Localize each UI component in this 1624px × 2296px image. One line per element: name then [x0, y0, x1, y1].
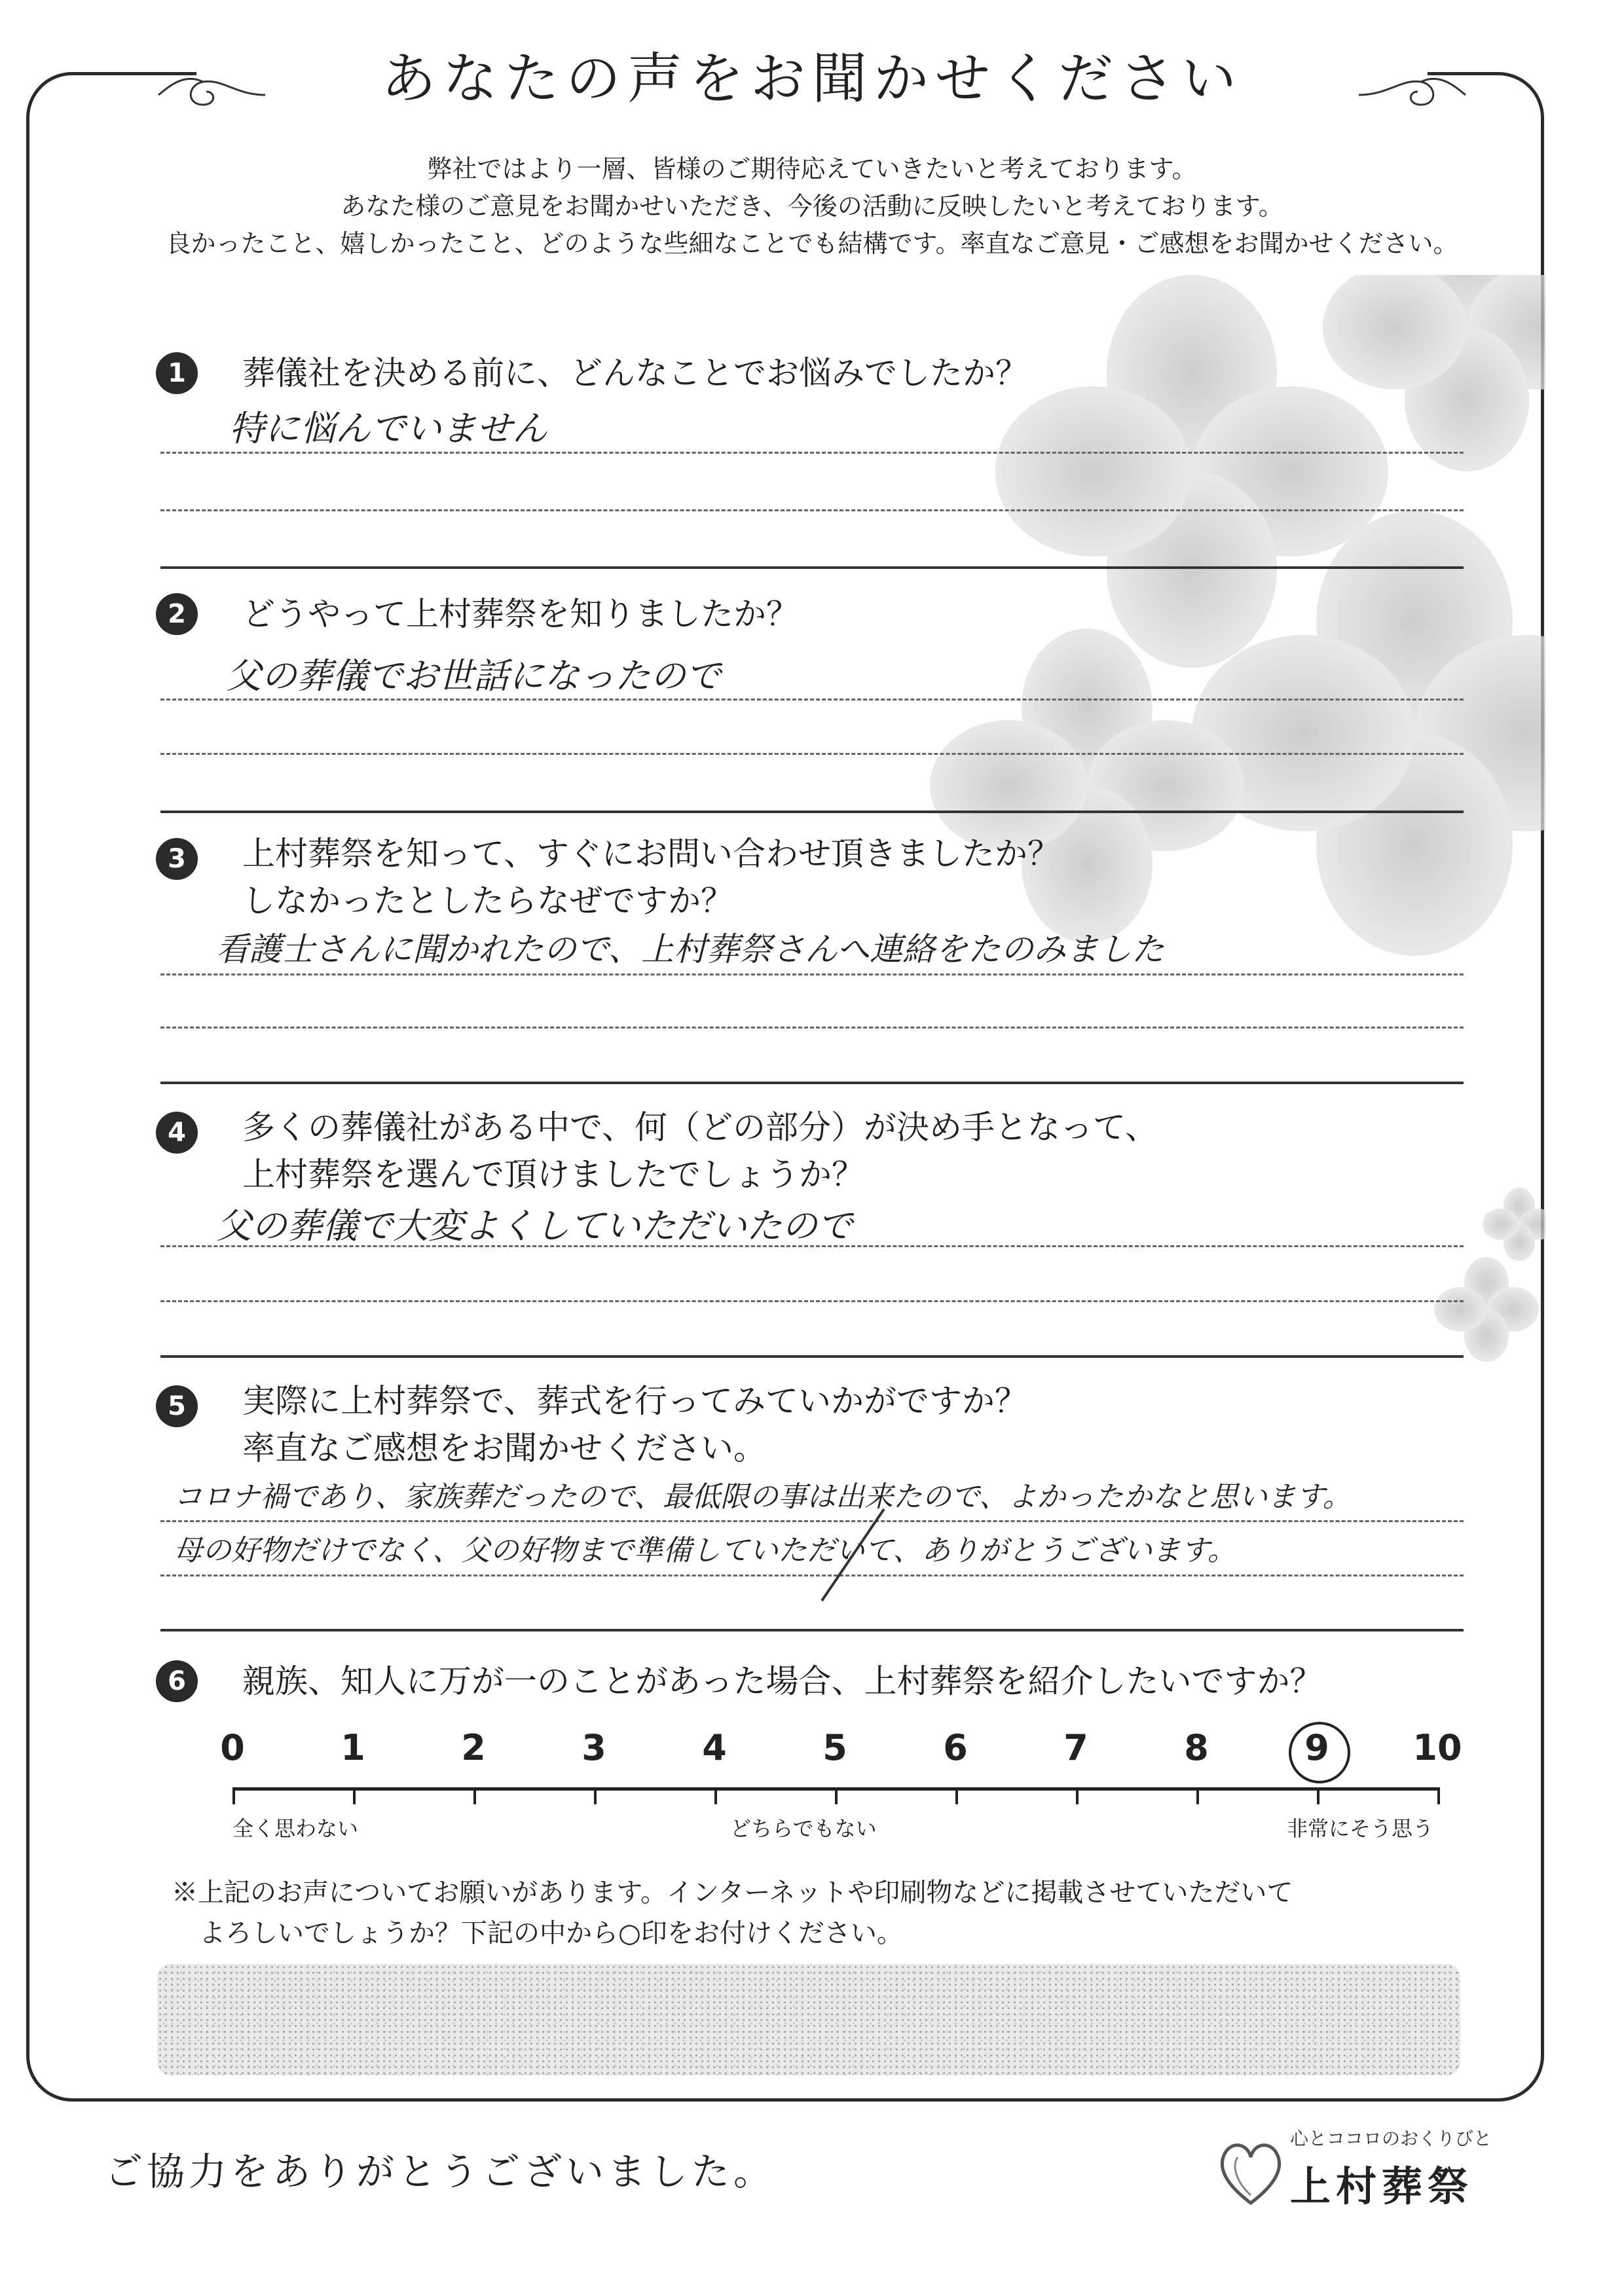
question-line: 多くの葬儀社がある中で、何（どの部分）が決め手となって、 — [242, 1108, 1158, 1146]
company-logo — [1218, 2124, 1519, 2223]
scale-option-1[interactable]: 1 — [341, 1727, 365, 1768]
thanks-text: ご協力をありがとうございました。 — [105, 2149, 776, 2194]
question-number: 2 — [156, 593, 198, 635]
scale-option-7[interactable]: 7 — [1063, 1727, 1088, 1768]
question-number: 3 — [156, 838, 198, 880]
scale-tick — [1196, 1787, 1199, 1804]
right-ornament-icon — [1356, 75, 1467, 115]
scale-label-mid: どちらでもない — [730, 1816, 877, 1841]
scale-label-low: 全く思わない — [232, 1816, 359, 1841]
question-number: 5 — [156, 1385, 198, 1427]
scale-option-6[interactable]: 6 — [943, 1727, 968, 1768]
scale-tick — [1076, 1787, 1079, 1804]
scale-option-5[interactable]: 5 — [822, 1727, 847, 1768]
left-ornament-icon — [157, 75, 268, 115]
intro-line: 良かったこと、嬉しかったこと、どのような些細なことでも結構です。率直なご意見・ご感想をお聞かせください。 — [166, 229, 1458, 258]
answer-line — [160, 699, 1464, 701]
answer-line — [160, 1300, 1464, 1302]
intro-text — [98, 151, 1526, 263]
section-divider — [160, 811, 1464, 813]
answer-line — [160, 452, 1464, 454]
answer-text[interactable]: 父の葬儀でお世話になったので — [226, 655, 721, 697]
question-text: どうやって上村葬祭を知りましたか？ — [242, 595, 799, 633]
question-text: 親族、知人に万が一のことがあった場合、上村葬祭を紹介したいですか？ — [242, 1662, 1323, 1700]
question-number: 4 — [156, 1112, 198, 1154]
scale-tick — [955, 1787, 958, 1804]
pen-stroke-icon — [812, 1506, 891, 1604]
section-divider — [160, 566, 1464, 569]
section-divider — [160, 1082, 1464, 1084]
intro-line: 弊社ではより一層、皆様のご期待応えていきたいと考えております。 — [427, 155, 1197, 183]
logo-name: 上村葬祭 — [1290, 2162, 1474, 2210]
scale-tick — [1437, 1787, 1440, 1804]
scale-option-8[interactable]: 8 — [1184, 1727, 1209, 1768]
scale-option-4[interactable]: 4 — [702, 1727, 727, 1768]
scale-option-10[interactable]: 10 — [1412, 1727, 1462, 1768]
consent-note — [172, 1872, 1468, 1954]
answer-line — [160, 509, 1464, 511]
question-line: 上村葬祭を選んで頂けましたでしょうか？ — [242, 1156, 864, 1194]
scale-tick — [1317, 1787, 1320, 1804]
scale-option-9[interactable]: 9 — [1304, 1727, 1329, 1768]
selected-circle — [1289, 1722, 1350, 1783]
answer-line — [160, 1027, 1464, 1029]
question-number: 6 — [156, 1660, 198, 1702]
answer-text[interactable]: 看護士さんに聞かれたので、上村葬祭さんへ連絡をたのみました — [216, 930, 1164, 968]
scale-tick — [232, 1787, 235, 1804]
answer-text[interactable]: 母の好物だけでなく、父の好物まで準備していただいて、ありがとうございます。 — [174, 1534, 1236, 1567]
answer-text[interactable]: 父の葬儀で大変よくしていただいたので — [216, 1205, 853, 1247]
note-line: ※上記のお声についてお願いがあります。インターネットや印刷物などに掲載させていただいて — [172, 1878, 1293, 1908]
question-line: 率直なご感想をお聞かせください。 — [242, 1429, 766, 1467]
answer-text[interactable]: コロナ禍であり、家族葬だったので、最低限の事は出来たので、よかったかなと思います。 — [174, 1480, 1352, 1514]
redacted-area — [157, 1964, 1460, 2075]
page-title: あなたの声をお聞かせください — [380, 46, 1243, 111]
scale-tick — [353, 1787, 356, 1804]
answer-text[interactable]: 特に悩んでいません — [229, 408, 547, 449]
scale-option-0[interactable]: 0 — [220, 1727, 245, 1768]
question-text — [242, 1377, 1486, 1472]
section-divider — [160, 1355, 1464, 1358]
scale-tick — [714, 1787, 717, 1804]
question-text: 葬儀社を決める前に、どんなことでお悩みでしたか？ — [242, 354, 1028, 392]
question-number: 1 — [156, 352, 198, 394]
answer-line — [160, 753, 1464, 755]
scale-option-3[interactable]: 3 — [581, 1727, 606, 1768]
intro-line: あなた様のご意見をお聞かせいただき、今後の活動に反映したいと考えております。 — [341, 192, 1283, 221]
question-text — [242, 830, 1486, 924]
section-divider — [160, 1629, 1464, 1631]
question-line: 実際に上村葬祭で、葬式を行ってみていかがですか？ — [242, 1382, 1027, 1420]
answer-line — [160, 974, 1464, 975]
question-line: しなかったとしたらなぜですか？ — [242, 882, 733, 920]
title-area — [196, 39, 1428, 118]
question-line: 上村葬祭を知って、すぐにお問い合わせ頂きましたか？ — [242, 835, 1060, 873]
logo-tagline: 心とココロのおくりびと — [1290, 2128, 1492, 2149]
scale-option-2[interactable]: 2 — [461, 1727, 486, 1768]
rating-scale — [220, 1727, 1462, 1846]
scale-tick — [473, 1787, 476, 1804]
note-line: よろしいでしょうか？下記の中から○印をお付けください。 — [199, 1918, 903, 1948]
question-text — [242, 1104, 1486, 1198]
heart-icon — [1218, 2138, 1283, 2210]
answer-line — [160, 1245, 1464, 1247]
scale-label-high: 非常にそう思う — [1287, 1816, 1434, 1841]
scale-tick — [835, 1787, 838, 1804]
scale-tick — [594, 1787, 597, 1804]
